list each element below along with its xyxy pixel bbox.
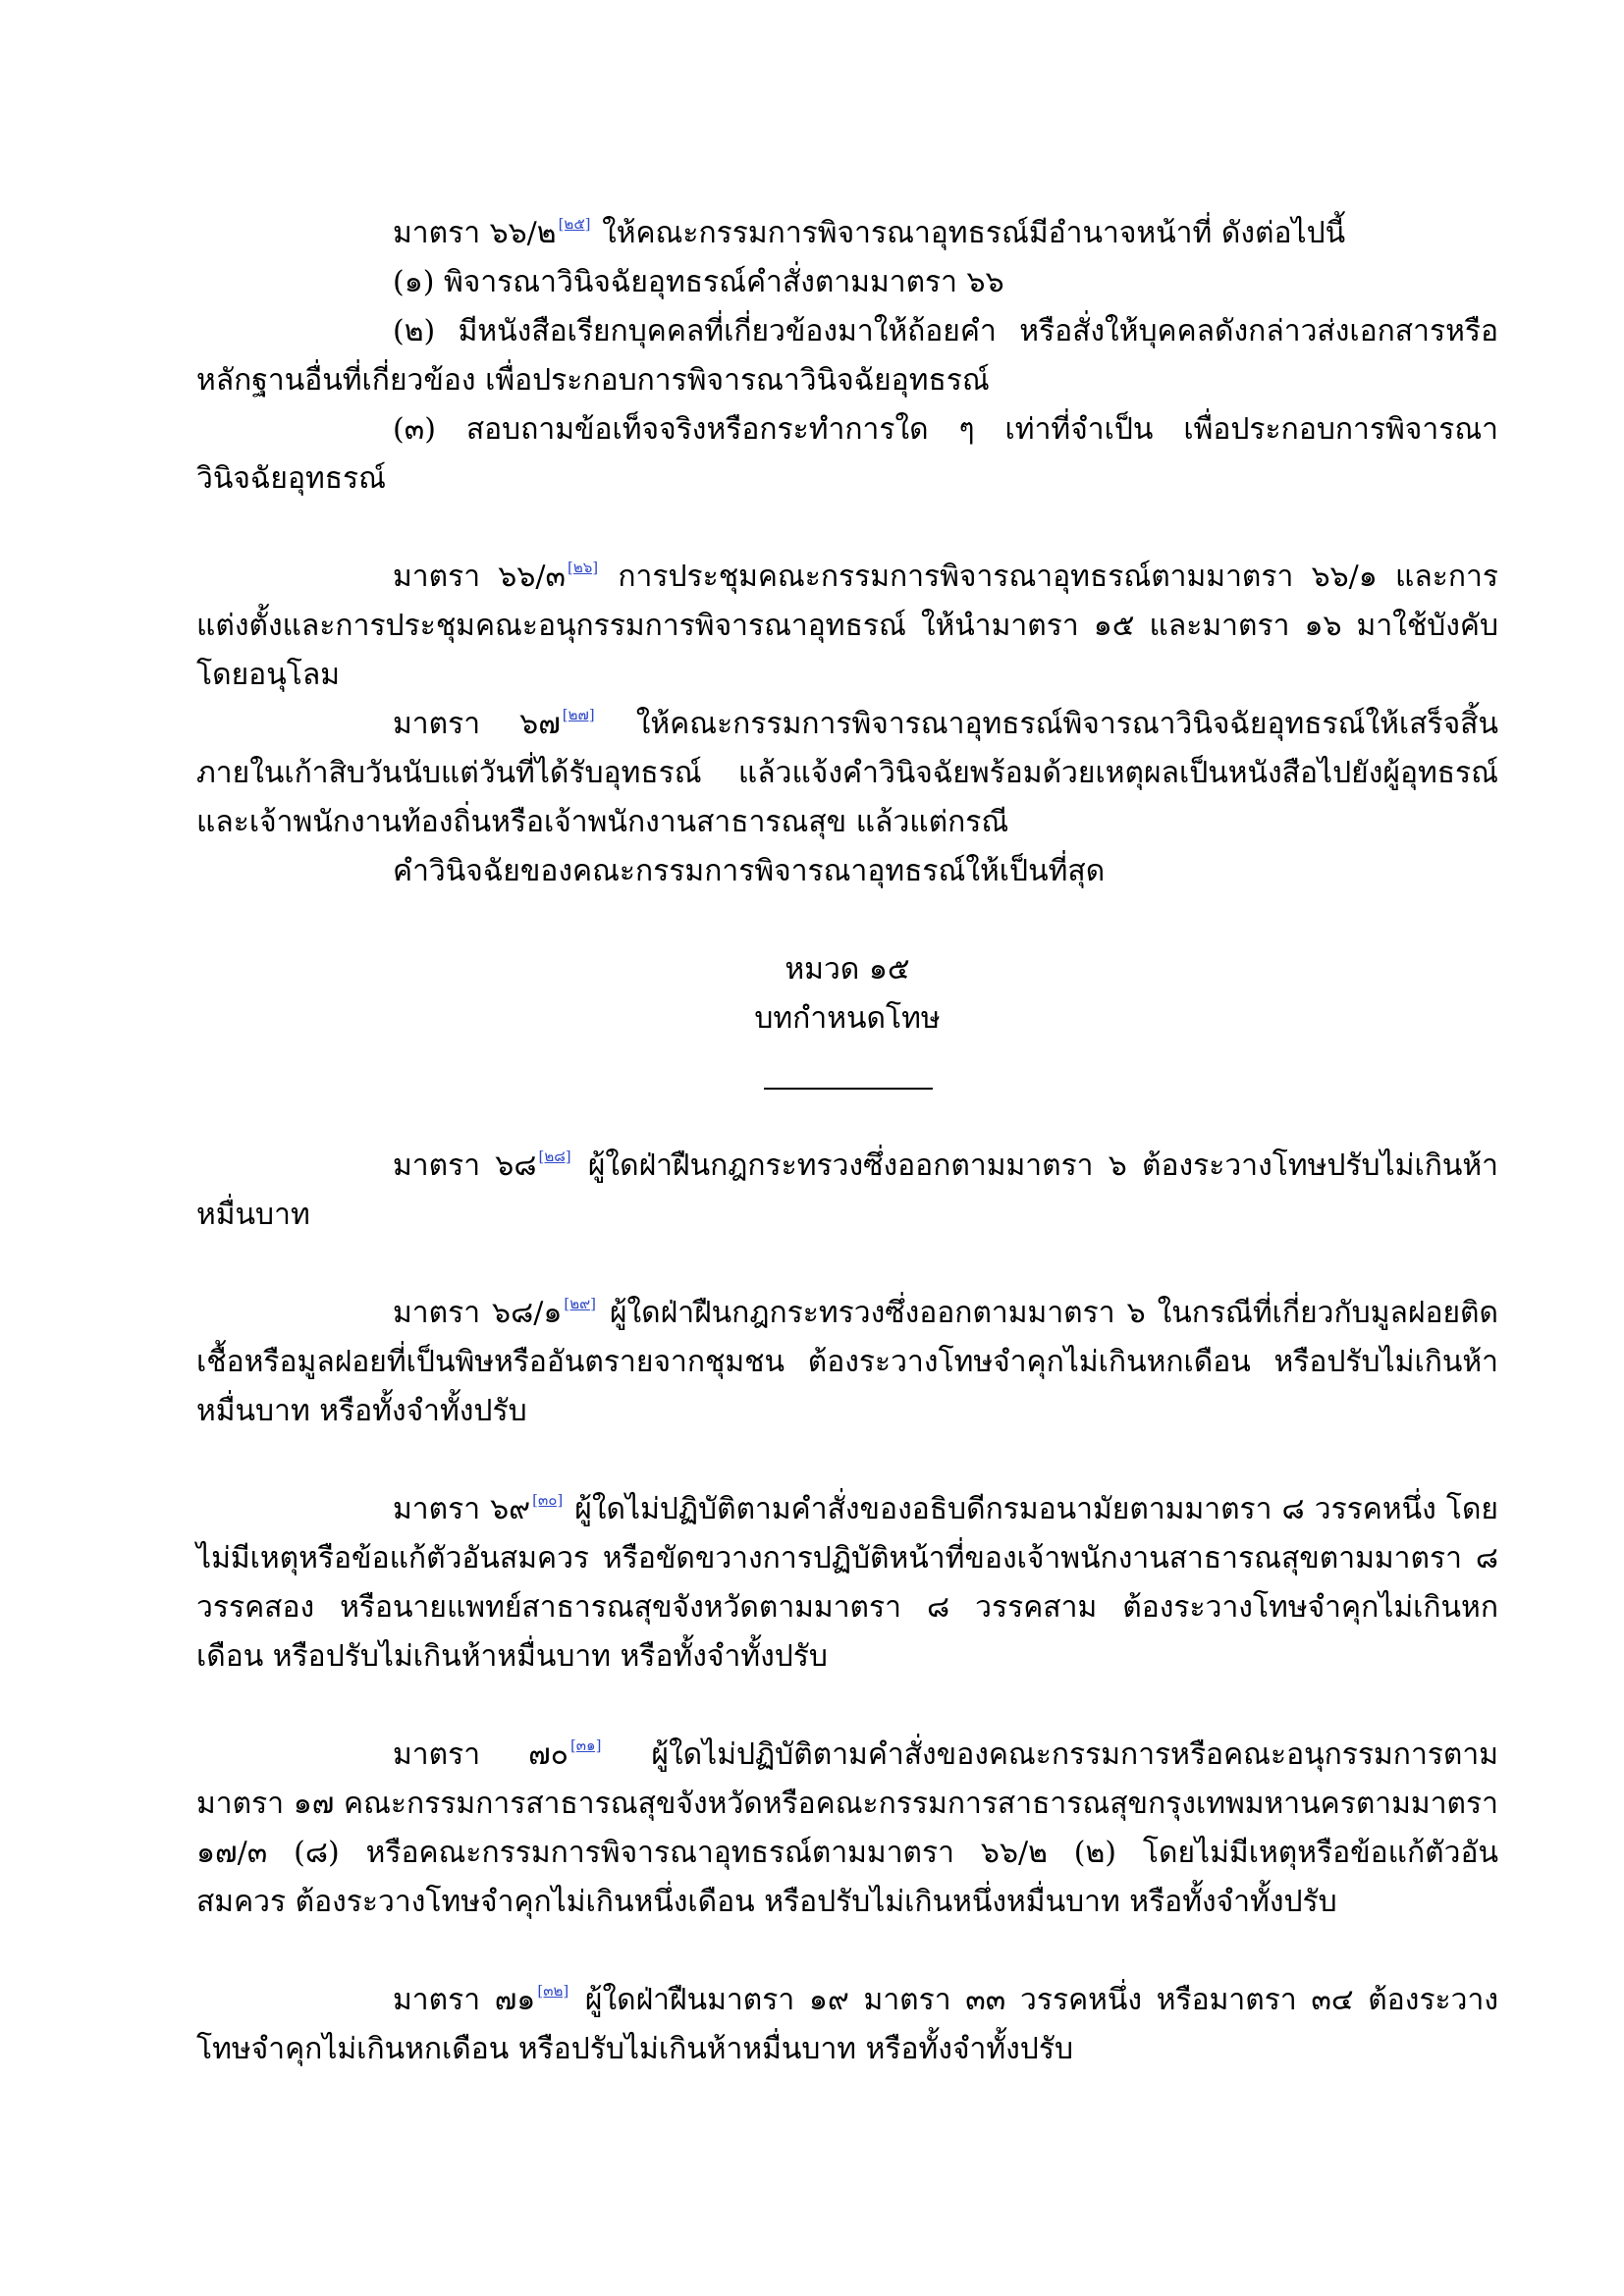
section-lead: มาตรา ๖๘/๑ [393,1296,563,1330]
section-text: การประชุมคณะกรรมการพิจารณาอุทธรณ์ตามมาตรา ๖๖/๑ และการแต่งตั้งและการประชุมคณะอนุกรรมการพิจารณาอุทธรณ์ ให้นำมาตรา ๑๕ และมาตรา ๑๖ มาใช้บังคับโดยอนุโลม [196,560,1498,692]
footnote-link[interactable]: [๓๐] [532,1491,564,1509]
chapter-title: บทกำหนดโทษ [754,1001,941,1036]
section-67-paragraph [196,700,1498,847]
footnote-link[interactable]: [๒๗] [562,706,595,723]
section-text: ผู้ใดฝ่าฝืนกฎกระทรวงซึ่งออกตามมาตรา ๖ ต้องระวางโทษปรับไม่เกินห้าหมื่นบาท [196,1148,1498,1232]
chapter-divider [764,1088,933,1090]
section-lead: มาตรา ๖๘ [393,1148,537,1183]
section-70-paragraph [196,1731,1498,1927]
section-text: ผู้ใดไม่ปฏิบัติตามคำสั่งของอธิบดีกรมอนามัยตามมาตรา ๘ วรรคหนึ่ง โดยไม่มีเหตุหรือข้อแก้ตัวอันสมควร หรือขัดขวางการปฏิบัติหน้าที่ของเจ้าพนักงานสาธารณสุขตามมาตรา ๘ วรรคสอง หรือนายแพทย์สาธารณสุขจังหวัดตามมาตรา ๘ วรรคสาม ต้องระวางโทษจำคุกไม่เกินหกเดือน หรือปรับไม่เกินห้าหมื่นบาท หรือทั้งจำทั้งปรับ [196,1492,1499,1674]
section-66-3-paragraph [196,553,1498,700]
section-71-paragraph [196,1976,1498,2074]
section-lead: มาตรา ๖๗ [393,707,561,741]
section-67-second-paragraph: คำวินิจฉัยของคณะกรรมการพิจารณาอุทธรณ์ให้เป็นที่สุด [393,854,1106,888]
section-text: ผู้ใดไม่ปฏิบัติตามคำสั่งของคณะกรรมการหรือคณะอนุกรรมการตามมาตรา ๑๗ คณะกรรมการสาธารณสุขจังหวัดหรือคณะกรรมการสาธารณสุขกรุงเทพมหานครตามมาตรา ๑๗/๓ (๘) หรือคณะกรรมการพิจารณาอุทธรณ์ตามมาตรา ๖๖/๒ (๒) โดยไม่มีเหตุหรือข้อแก้ตัวอันสมควร ต้องระวางโทษจำคุกไม่เกินหนึ่งเดือน หรือปรับไม่เกินหนึ่งหมื่นบาท หรือทั้งจำทั้งปรับ [196,1737,1498,1919]
footnote-link[interactable]: [๓๒] [537,1982,569,2000]
chapter-heading [196,945,1498,1043]
section-lead: มาตรา ๗๐ [393,1737,568,1772]
section-66-2 [196,209,1498,504]
section-66-2-paragraph [196,209,1498,258]
section-text: ผู้ใดฝ่าฝืนมาตรา ๑๙ มาตรา ๓๓ วรรคหนึ่ง หรือมาตรา ๓๔ ต้องระวางโทษจำคุกไม่เกินหกเดือน หรือปรับไม่เกินห้าหมื่นบาท หรือทั้งจำทั้งปรับ [196,1983,1499,2066]
section-text: ให้คณะกรรมการพิจารณาอุทธรณ์พิจารณาวินิจฉัยอุทธรณ์ให้เสร็จสิ้นภายในเก้าสิบวันนับแต่วันที่ได้รับอุทธรณ์ แล้วแจ้งคำวินิจฉัยพร้อมด้วยเหตุผลเป็นหนังสือไปยังผู้อุทธรณ์ และเจ้าพนักงานท้องถิ่นหรือเจ้าพนักงานสาธารณสุข แล้วแต่กรณี [196,707,1498,839]
section-68-paragraph [196,1142,1498,1240]
item-2: (๒) มีหนังสือเรียกบุคคลที่เกี่ยวข้องมาให้ถ้อยคำ หรือสั่งให้บุคคลดังกล่าวส่งเอกสารหรือหลักฐานอื่นที่เกี่ยวข้อง เพื่อประกอบการพิจารณาวินิจฉัยอุทธรณ์ [196,314,1498,398]
section-71 [196,1976,1498,2074]
chapter-number: หมวด ๑๕ [785,952,910,987]
footnote-link[interactable]: [๒๙] [564,1295,596,1312]
item-3: (๓) สอบถามข้อเท็จจริงหรือกระทำการใด ๆ เท่าที่จำเป็น เพื่อประกอบการพิจารณาวินิจฉัยอุทธรณ์ [196,412,1498,496]
footnote-link[interactable]: [๒๘] [538,1148,571,1165]
footnote-link[interactable]: [๒๕] [558,215,591,233]
section-69 [196,1485,1498,1682]
footnote-link[interactable]: [๒๖] [567,559,599,576]
section-66-3 [196,553,1498,700]
section-68 [196,1142,1498,1240]
section-text: ผู้ใดฝ่าฝืนกฎกระทรวงซึ่งออกตามมาตรา ๖ ในกรณีที่เกี่ยวกับมูลฝอยติดเชื้อหรือมูลฝอยที่เป็นพิษหรืออันตรายจากชุมชน ต้องระวางโทษจำคุกไม่เกินหกเดือน หรือปรับไม่เกินห้าหมื่นบาท หรือทั้งจำทั้งปรับ [196,1296,1499,1428]
section-70 [196,1731,1498,1927]
section-68-1-paragraph [196,1289,1498,1436]
section-68-1 [196,1289,1498,1436]
section-text: ให้คณะกรรมการพิจารณาอุทธรณ์มีอำนาจหน้าที่ ดังต่อไปนี้ [592,216,1346,250]
item-1: (๑) พิจารณาวินิจฉัยอุทธรณ์คำสั่งตามมาตรา ๖๖ [393,265,1004,299]
section-67 [196,700,1498,896]
section-69-paragraph [196,1485,1498,1682]
section-lead: มาตรา ๗๑ [393,1983,536,2017]
footnote-link[interactable]: [๓๑] [569,1736,602,1754]
section-lead: มาตรา ๖๙ [393,1492,531,1526]
section-lead: มาตรา ๖๖/๓ [393,560,566,594]
section-lead: มาตรา ๖๖/๒ [393,216,557,250]
